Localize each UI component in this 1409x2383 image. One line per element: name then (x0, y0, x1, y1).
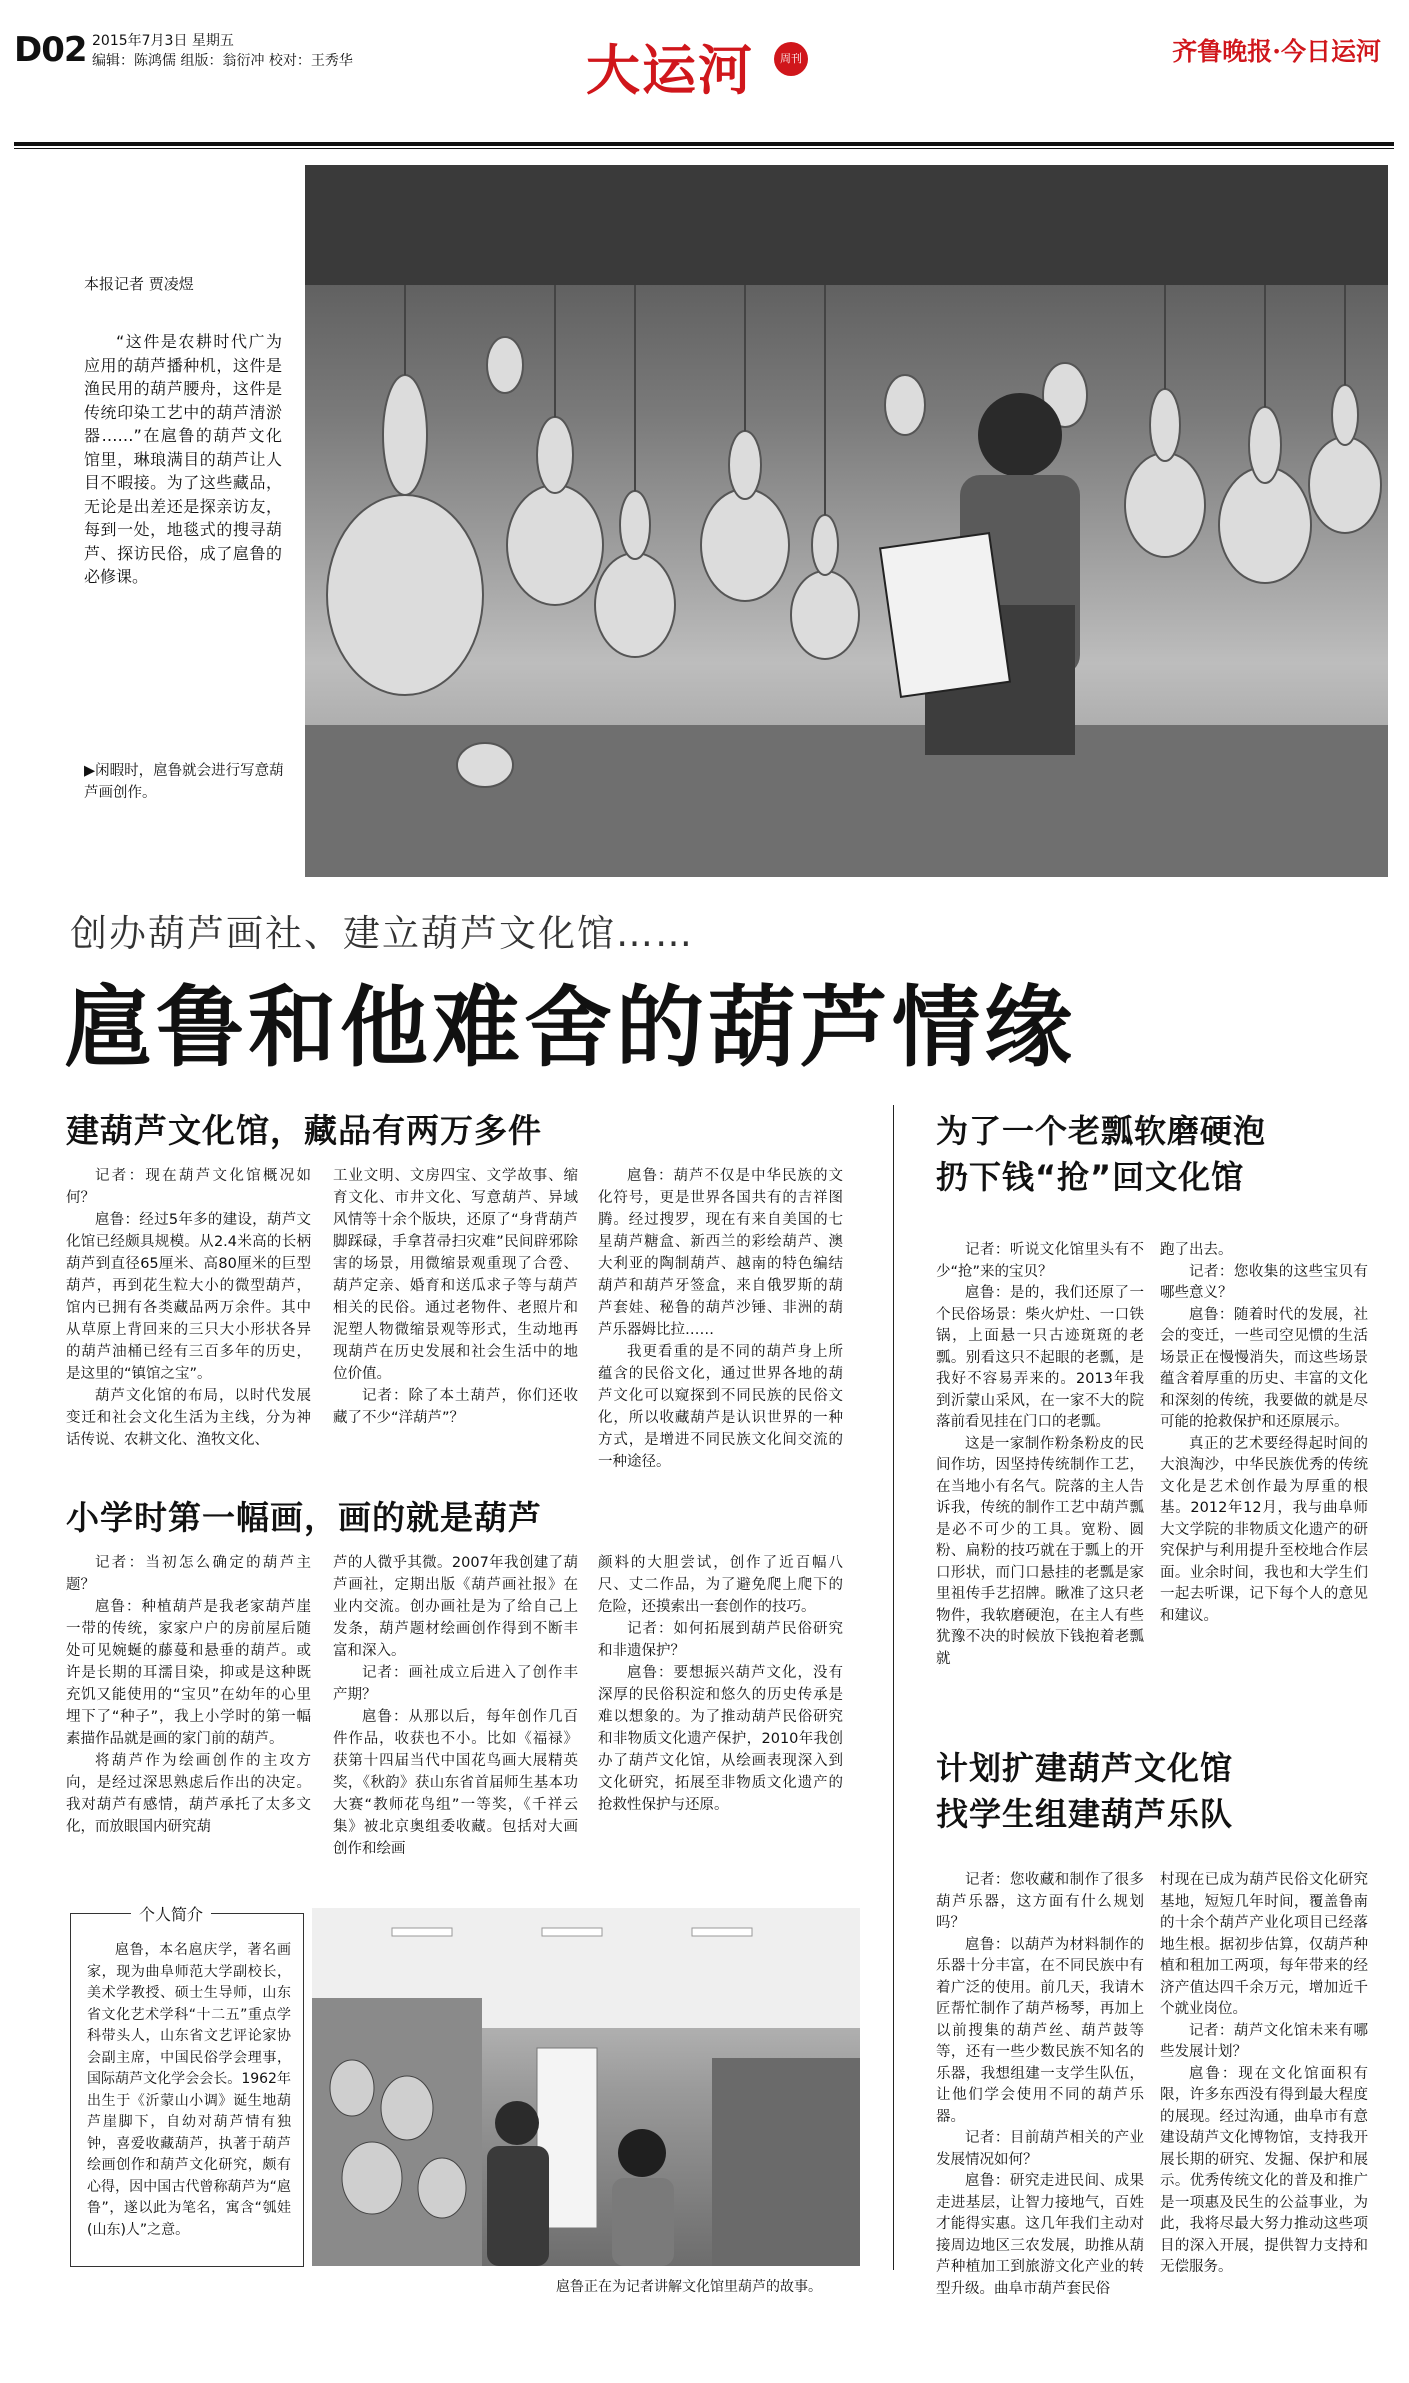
section4-heading-line1: 计划扩建葫芦文化馆 (936, 1749, 1234, 1787)
article-intro: “这件是农耕时代广为应用的葫芦播种机，这件是渔民用的葫芦腰舟，这件是传统印染工艺中的葫芦清淤器……”在扈鲁的葫芦文化馆里，琳琅满目的葫芦让人目不暇接。为了这些藏品，无论是出差还是探亲访友，每到一处，地毯式的搜寻葫芦、探访民俗，成了扈鲁的必修课。 (84, 332, 282, 586)
paragraph: 扈鲁：现在文化馆面积有限，许多东西没有得到最大程度的展现。经过沟通，曲阜市有意建设葫芦文化博物馆，支持我开展长期的研究、发掘、保护和展示。优秀传统文化的普及和推广是一项惠及民生的公益事业，为此，我将尽最大努力推动这些项目的深入开展，提供智力支持和无偿服务。 (1160, 2065, 1368, 2275)
header-rule (14, 142, 1394, 146)
paragraph: 扈鲁：要想振兴葫芦文化，没有深厚的民俗积淀和悠久的历史传承是难以想象的。为了推动葫芦民俗研究和非物质文化遗产保护，2010年我创办了葫芦文化馆，从绘画表现深入到文化研究，拓展至非物质文化遗产的抢救性保护与还原。 (598, 1665, 843, 1813)
paragraph: 芦的人微乎其微。2007年我创建了葫芦画社，定期出版《葫芦画社报》在业内交流。创办画社是为了给自己上发条，葫芦题材绘画创作得到不断丰富和深入。 (333, 1555, 578, 1659)
paragraph: 记者：画社成立后进入了创作丰产期？ (333, 1665, 578, 1703)
section2-col1 (66, 1552, 311, 1838)
section2-heading: 小学时第一幅画，画的就是葫芦 (66, 1498, 542, 1537)
section1-heading: 建葫芦文化馆，藏品有两万多件 (66, 1111, 542, 1150)
logo-badge: 周刊 (774, 42, 808, 76)
bio-box (70, 1905, 304, 2267)
paragraph: 葫芦文化馆的布局，以时代发展变迁和社会文化生活为主线，分为神话传说、农耕文化、渔牧文化、 (66, 1388, 311, 1448)
article-subtitle: 创办葫芦画社、建立葫芦文化馆…… (70, 912, 694, 955)
section4-heading-line2: 找学生组建葫芦乐队 (936, 1795, 1234, 1833)
section3-col1 (936, 1240, 1144, 1670)
section3-heading-line2: 扔下钱“抢”回文化馆 (936, 1158, 1245, 1196)
section3-col2 (1160, 1240, 1368, 1627)
paragraph: 真正的艺术要经得起时间的大浪淘沙，中华民族优秀的传统文化是艺术创作最为厚重的根基。2012年12月，我与曲阜师大文学院的非物质文化遗产的研究保护与利用提升至校地合作层面。业余时间，我也和大学生们一起去听课，记下每个人的意见和建议。 (1160, 1435, 1368, 1624)
paragraph: 记者：当初怎么确定的葫芦主题？ (66, 1555, 311, 1593)
photo-caption-top: ▶闲暇时，扈鲁就会进行写意葫芦画创作。 (84, 763, 284, 801)
section-logo (586, 28, 818, 102)
newspaper-masthead: 齐鲁晚报·今日运河 (1172, 37, 1381, 66)
paragraph: 扈鲁：研究走进民间、成果走进基层，让智力接地气，百姓才能得实惠。这几年我们主动对接周边地区三农发展，助推从葫芦种植加工到旅游文化产业的转型升级。曲阜市葫芦套民俗 (936, 2173, 1144, 2297)
photo-gourd-garden (305, 165, 1388, 877)
article-title: 扈鲁和他难舍的葫芦情缘 (64, 975, 1077, 1079)
paragraph: 扈鲁：种植葫芦是我老家葫芦崖一带的传统，家家户户的房前屋后随处可见婉蜒的藤蔓和悬垂的葫芦。或许是长期的耳濡目染，抑或是这种既充饥又能使用的“宝贝”在幼年的心里埋下了“种子”，我上小学时的第一幅素描作品就是画的家门前的葫芦。 (66, 1599, 311, 1747)
bio-title: 个人简介 (131, 1902, 211, 1925)
paragraph: 村现在已成为葫芦民俗文化研究基地，短短几年时间，覆盖鲁南的十余个葫芦产业化项目已经落地生根。据初步估算，仅葫芦种植和租加工两项，每年带来的经济产值达四千余万元，增加近千个就业岗位。 (1160, 1872, 1368, 2017)
section4-heading (936, 1745, 1233, 1837)
paragraph: 扈鲁：经过5年多的建设，葫芦文化馆已经颇具规模。从2.4米高的长柄葫芦到直径65厘米、高80厘米的巨型葫芦，再到花生粒大小的微型葫芦，馆内已拥有各类藏品两万余件。其中从草原上背回来的三只大小形状各异的葫芦油桶已经有三百多年的历史，是这里的“镇馆之宝”。 (66, 1212, 311, 1382)
photo-caption-bottom: 扈鲁正在为记者讲解文化馆里葫芦的故事。 (556, 2279, 822, 2295)
paragraph: 工业文明、文房四宝、文学故事、缩育文化、市井文化、写意葫芦、异域风情等十余个版块，还原了“身背葫芦脚踩碌，手拿苕帚扫灾难”民间辟邪除害的场景，用微缩景观重现了合卺、葫芦定亲、婚育和送瓜求子等与葫芦相关的民俗。通过老物件、老照片和泥塑人物微缩景观等形式，生动地再现葫芦在历史发展和社会生活中的地位价值。 (333, 1168, 578, 1382)
bio-text: 扈鲁，本名扈庆学，著名画家，现为曲阜师范大学副校长，美术学教授、硕士生导师，山东省文化艺术学科“十二五”重点学科带头人，山东省文艺评论家协会副主席，中国民俗学会理事，国际葫芦文化学会会长。1962年出生于《沂蒙山小调》诞生地葫芦崖脚下，自幼对葫芦情有独钟，喜爱收藏葫芦，执著于葫芦绘画创作和葫芦文化研究，颇有心得，因中国古代曾称葫芦为“扈鲁”，遂以此为笔名，寓含“瓠娃(山东)人”之意。 (87, 1942, 291, 2238)
header-rule-thin (14, 148, 1394, 149)
paragraph: 记者：目前葫芦相关的产业发展情况如何？ (936, 2130, 1144, 2168)
paragraph: 颜料的大胆尝试，创作了近百幅八尺、丈二作品，为了避免爬上爬下的危险，还摸索出一套创作的技巧。 (598, 1555, 843, 1615)
paragraph: 扈鲁：从那以后，每年创作几百件作品，收获也不小。比如《福禄》获第十四届当代中国花鸟画大展精英奖，《秋韵》获山东省首届师生基本功大赛“教师花鸟组”一等奖，《千祥云集》被北京奥组委收藏。包括对大画创作和绘画 (333, 1709, 578, 1857)
paragraph: 记者：如何拓展到葫芦民俗研究和非遗保护？ (598, 1621, 843, 1659)
date-line: 2015年7月3日 星期五 (92, 33, 234, 49)
gourd-garden-illustration (305, 165, 1388, 877)
paragraph: 这是一家制作粉条粉皮的民间作坊，因坚持传统制作工艺，在当地小有名气。院落的主人告诉我，传统的制作工艺中葫芦瓢是必不可少的工具。宽粉、圆粉、扁粉的技巧就在于瓢上的开口形状，而门口悬挂的老瓢是家里祖传手艺招牌。瞅准了这只老物件，我软磨硬泡，在主人有些犹豫不决的时候放下钱抱着老瓢就 (936, 1435, 1144, 1667)
section1-col2 (333, 1165, 578, 1429)
paragraph: 扈鲁：葫芦不仅是中华民族的文化符号，更是世界各国共有的吉祥图腾。经过搜罗，现在有来自美国的七星葫芦糖盒、新西兰的彩绘葫芦、澳大利亚的陶制葫芦、越南的特色编结葫芦和葫芦牙签盒，来自俄罗斯的葫芦套娃、秘鲁的葫芦沙锤、非洲的葫芦乐器姆比拉…… (598, 1168, 843, 1338)
column-divider (893, 1105, 894, 2270)
section4-col1 (936, 1870, 1144, 2300)
section1-col1 (66, 1165, 311, 1451)
section2-col2 (333, 1552, 578, 1860)
paragraph: 记者：您收集的这些宝贝有哪些意义？ (1160, 1263, 1368, 1301)
paragraph: 记者：听说文化馆里头有不少“抢”来的宝贝？ (936, 1242, 1144, 1280)
paragraph: 扈鲁：是的，我们还原了一个民俗场景：柴火炉灶、一口铁锅，上面悬一只古迹斑斑的老瓢。别看这只不起眼的老瓢，是我好不容易弄来的。2013年我到沂蒙山采风，在一家不大的院落前看见挂在门口的老瓢。 (936, 1285, 1144, 1430)
reporter-byline: 本报记者 贾凌煜 (84, 275, 194, 293)
section4-col2 (1160, 1870, 1368, 2279)
photo-museum-interview (312, 1908, 860, 2266)
museum-interview-illustration (312, 1908, 860, 2266)
section3-heading-line1: 为了一个老瓢软磨硬泡 (936, 1112, 1267, 1150)
paragraph: 我更看重的是不同的葫芦身上所蕴含的民俗文化，通过世界各地的葫芦文化可以窥探到不同民族的民俗文化，所以收藏葫芦是认识世界的一种方式，是增进不同民族文化间交流的一种途径。 (598, 1344, 843, 1470)
page-number: D02 (14, 30, 87, 70)
editor-line: 编辑：陈鸿儒 组版：翁衍冲 校对：王秀华 (92, 53, 353, 69)
section1-col3 (598, 1165, 843, 1473)
paragraph: 将葫芦作为绘画创作的主攻方向，是经过深思熟虑后作出的决定。我对葫芦有感情，葫芦承托了太多文化，而放眼国内研究葫 (66, 1753, 311, 1835)
paragraph: 记者：除了本土葫芦，你们还收藏了不少“洋葫芦”？ (333, 1388, 578, 1426)
paragraph: 跑了出去。 (1160, 1242, 1233, 1258)
logo-text: 大运河 (586, 38, 754, 102)
paragraph: 记者：您收藏和制作了很多葫芦乐器，这方面有什么规划吗？ (936, 1872, 1144, 1931)
paragraph: 记者：现在葫芦文化馆概况如何？ (66, 1168, 311, 1206)
paragraph: 扈鲁：随着时代的发展，社会的变迁，一些司空见惯的生活场景正在慢慢消失，而这些场景蕴含着厚重的历史、丰富的文化和深刻的传统，我要做的就是尽可能的抢救保护和还原展示。 (1160, 1306, 1368, 1430)
paragraph: 扈鲁：以葫芦为材料制作的乐器十分丰富，在不同民族中有着广泛的使用。前几天，我请木匠帮忙制作了葫芦杨琴，再加上以前搜集的葫芦丝、葫芦鼓等等，还有一些少数民族不知名的乐器，我想组建一支学生队伍，让他们学会使用不同的葫芦乐器。 (936, 1936, 1144, 2125)
paragraph: 记者：葫芦文化馆未来有哪些发展计划？ (1160, 2022, 1368, 2060)
section2-col3 (598, 1552, 843, 1816)
section3-heading (936, 1108, 1266, 1200)
